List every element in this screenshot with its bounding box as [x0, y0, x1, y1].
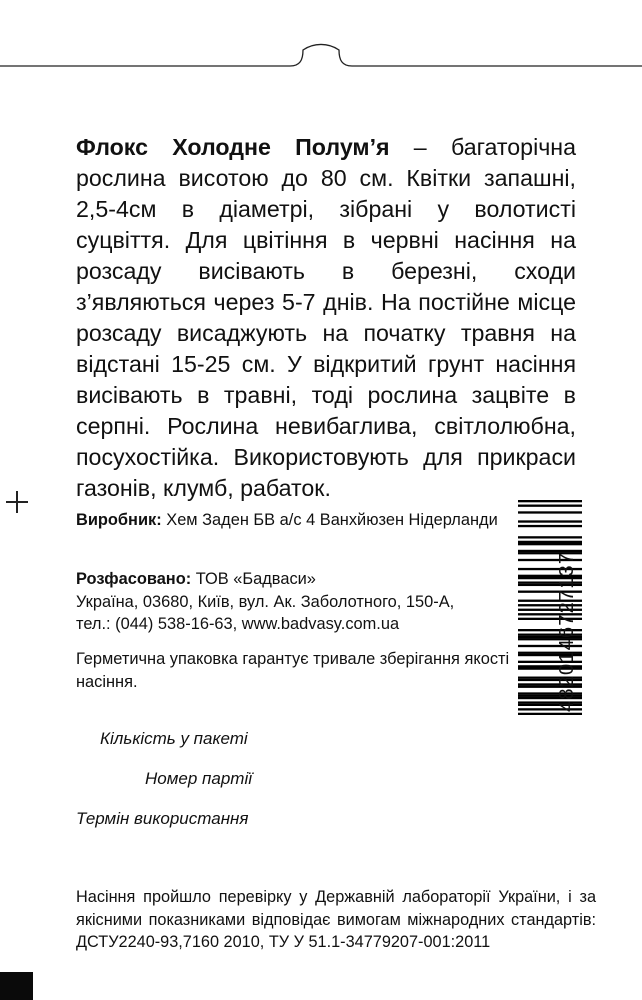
product-description — [76, 132, 576, 504]
barcode-bar — [518, 713, 582, 715]
producer-text: Хем Заден БВ а/с 4 Ванхйюзен Нідерланди — [161, 511, 498, 529]
packer-label: Розфасовано: — [76, 570, 192, 588]
corner-mark — [0, 972, 33, 1000]
packaging-guarantee: Герметична упаковка гарантує тривале зберігання якості насіння. — [76, 650, 510, 691]
packer-address: Україна, 03680, Київ, вул. Ак. Заболотного, 150-А, — [76, 592, 455, 611]
producer-label: Виробник: — [76, 511, 162, 529]
quantity-field-label: Кількість у пакеті — [100, 729, 248, 748]
description-text: – багаторічна рослина висотою до 80 см. Квітки запашні, 2,5-4см в діаметрі, зібрані у волотисті суцвіття. Для цвітіння в червні насіння на розсаду висівають в березні, сходи з’являються через 5-7 днів. На постійне місце розсаду висаджують на початку травня на відстані 15-25 см. У відкритий грунт насіння висівають в травні, тоді рослина зацвіте в серпні. Рослина невибаглива, світлолюбна, посухостійка. Використовують для прикраси газонів, клумб, рабаток. — [76, 134, 577, 501]
expiry-field-label: Термін використання — [76, 809, 249, 828]
packer-line-1 — [76, 568, 516, 591]
batch-number-field-label: Номер партії — [145, 769, 252, 788]
certification-note: Насіння пройшло перевірку у Державній лабораторії України, і за якісними показниками відповідає вимогам міжнародних стандартів: ДСТУ2240-93,7160 2010, ТУ У 51.1-34779207-001:2011 — [76, 888, 596, 951]
registration-mark — [6, 491, 28, 513]
packer-info — [76, 568, 516, 636]
hang-hole-cutout — [0, 0, 642, 80]
packer-company: ТОВ «Бадваси» — [191, 570, 316, 588]
barcode-digits: 4820146727137 — [556, 551, 578, 712]
producer-info — [76, 509, 516, 532]
product-name: Флокс Холодне Полум’я — [76, 134, 390, 160]
packer-contacts: тел.: (044) 538-16-63, www.badvasy.com.ua — [76, 615, 400, 633]
